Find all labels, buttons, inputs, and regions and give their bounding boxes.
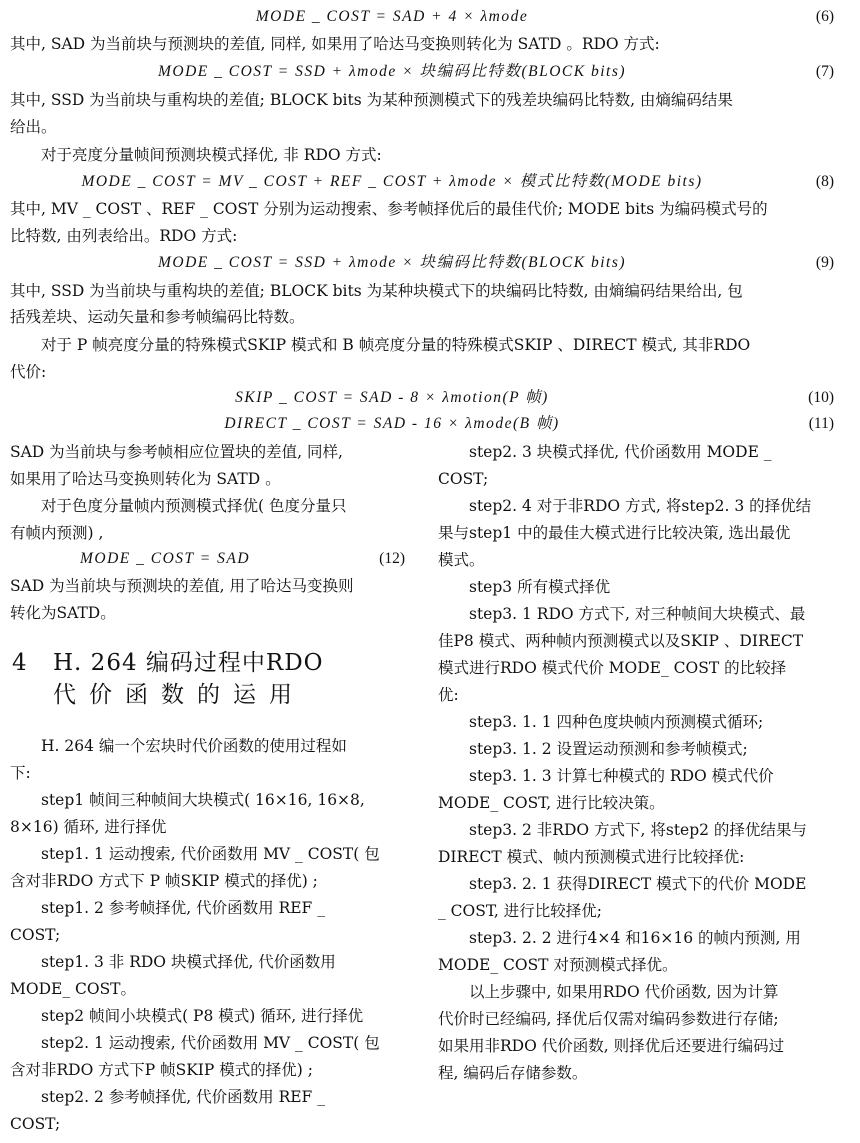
text-line: 果与step1 中的最佳大模式进行比较决策, 选出最优 — [438, 524, 791, 542]
text-line: step3. 1 RDO 方式下, 对三种帧间大块模式、最 — [469, 605, 806, 623]
equation-expression: MODE _ COST = MV _ COST + REF _ COST + λmode × 模式比特数(MODE bits) — [81, 173, 703, 190]
text-line: step2. 2 参考帧择优, 代价函数用 REF _ — [41, 1088, 325, 1106]
text-line: step3 所有模式择优 — [469, 578, 611, 596]
text-line: step3. 2 非RDO 方式下, 将step2 的择优结果与 — [469, 821, 807, 839]
equation-expression: SKIP _ COST = SAD - 8 × λmotion(P 帧) — [235, 389, 549, 406]
equation-6 — [10, 6, 834, 28]
equation-number: (7) — [815, 63, 834, 80]
text-line: 其中, SSD 为当前块与重构块的差值; BLOCK bits 为某种预测模式下的残差块编码比特数, 由熵编码结果 — [10, 91, 733, 109]
equation-number: (10) — [808, 389, 834, 406]
text-line: step3. 2. 2 进行4×4 和16×16 的帧内预测, 用 — [469, 929, 801, 947]
text-line: COST; — [10, 1115, 61, 1133]
text-line: 代价: — [10, 363, 47, 381]
text-line: 优: — [438, 686, 459, 704]
text-line: 括残差块、运动矢量和参考帧编码比特数。 — [10, 308, 305, 326]
equation-expression: DIRECT _ COST = SAD - 16 × λmode(B 帧) — [224, 415, 560, 432]
equation-11 — [10, 413, 834, 435]
text-line: COST; — [438, 470, 489, 488]
equation-expression: MODE _ COST = SAD + 4 × λmode — [255, 8, 529, 25]
equation-number: (6) — [815, 8, 834, 25]
text-line: _ COST, 进行比较择优; — [438, 902, 602, 920]
text-line: step3. 2. 1 获得DIRECT 模式下的代价 MODE — [469, 875, 807, 893]
text-line: 模式。 — [438, 551, 485, 569]
section-heading: H. 264 编码过程中RDO — [53, 650, 324, 676]
text-line: 比特数, 由列表给出。RDO 方式: — [10, 227, 238, 245]
text-line: 佳P8 模式、两种帧内预测模式以及SKIP 、DIRECT — [438, 632, 804, 650]
text-line: 其中, MV _ COST 、REF _ COST 分别为运动搜索、参考帧择优后的最佳代价; MODE bits 为编码模式号的 — [10, 200, 768, 218]
text-line: 转化为SATD。 — [10, 604, 116, 622]
text-line: H. 264 编一个宏块时代价函数的使用过程如 — [41, 737, 347, 755]
text-line: 对于色度分量帧内预测模式择优( 色度分量只 — [41, 497, 347, 515]
equation-expression: MODE _ COST = SSD + λmode × 块编码比特数(BLOCK bits) — [157, 63, 627, 80]
text-line: 如果用了哈达马变换则转化为 SATD 。 — [10, 470, 281, 488]
text-line: SAD 为当前块与参考帧相应位置块的差值, 同样, — [10, 443, 343, 461]
equation-expression: MODE _ COST = SAD — [80, 550, 251, 567]
text-line: step1. 1 运动搜索, 代价函数用 MV _ COST( 包 — [41, 845, 380, 863]
text-line: 以上步骤中, 如果用RDO 代价函数, 因为计算 — [469, 983, 779, 1001]
equation-expression: MODE _ COST = SSD + λmode × 块编码比特数(BLOCK bits) — [157, 254, 627, 271]
equation-9 — [10, 252, 834, 274]
text-line: 对于亮度分量帧间预测块模式择优, 非 RDO 方式: — [41, 146, 382, 164]
text-line: step1 帧间三种帧间大块模式( 16×16, 16×8, — [41, 791, 365, 809]
equation-number: (9) — [815, 254, 834, 271]
text-line: step2. 4 对于非RDO 方式, 将step2. 3 的择优结 — [469, 497, 812, 515]
equation-10 — [10, 387, 834, 409]
text-line: step3. 1. 1 四种色度块帧内预测模式循环; — [469, 713, 764, 731]
text-line: 代价时已经编码, 择优后仅需对编码参数进行存储; — [438, 1010, 779, 1028]
text-line: 含对非RDO 方式下 P 帧SKIP 模式的择优) ; — [10, 872, 318, 890]
equation-number: (8) — [815, 173, 834, 190]
text-line: 下: — [10, 764, 31, 782]
text-line: step1. 2 参考帧择优, 代价函数用 REF _ — [41, 899, 325, 917]
text-line: 模式进行RDO 模式代价 MODE_ COST 的比较择 — [438, 659, 787, 677]
section-number: 4 — [12, 650, 27, 676]
text-line: COST; — [10, 926, 61, 944]
text-line: step2 帧间小块模式( P8 模式) 循环, 进行择优 — [41, 1007, 364, 1025]
equation-12 — [10, 548, 405, 570]
text-line: DIRECT 模式、帧内预测模式进行比较择优: — [438, 848, 745, 866]
equation-number: (11) — [808, 415, 834, 432]
text-line: step2. 3 块模式择优, 代价函数用 MODE _ — [469, 443, 772, 461]
text-line: 有帧内预测) , — [10, 524, 104, 542]
text-line: MODE_ COST 对预测模式择优。 — [438, 956, 678, 974]
text-line: MODE_ COST, 进行比较决策。 — [438, 794, 665, 812]
text-line: 如果用非RDO 代价函数, 则择优后还要进行编码过 — [438, 1037, 785, 1055]
text-line: 含对非RDO 方式下P 帧SKIP 模式的择优) ; — [10, 1061, 313, 1079]
text-line: 其中, SAD 为当前块与预测块的差值, 同样, 如果用了哈达马变换则转化为 SATD 。RDO 方式: — [10, 35, 660, 53]
text-line: 其中, SSD 为当前块与重构块的差值; BLOCK bits 为某种块模式下的块编码比特数, 由熵编码结果给出, 包 — [10, 282, 743, 300]
text-line: step2. 1 运动搜索, 代价函数用 MV _ COST( 包 — [41, 1034, 380, 1052]
text-line: step3. 1. 2 设置运动预测和参考帧模式; — [469, 740, 748, 758]
equation-number: (12) — [379, 550, 405, 567]
text-line: MODE_ COST。 — [10, 980, 137, 998]
text-line: 对于 P 帧亮度分量的特殊模式SKIP 模式和 B 帧亮度分量的特殊模式SKIP 、DIRECT 模式, 其非RDO — [41, 336, 751, 354]
text-line: 给出。 — [10, 118, 57, 136]
text-line: step3. 1. 3 计算七种模式的 RDO 模式代价 — [469, 767, 774, 785]
equation-7 — [10, 61, 834, 83]
text-line: step1. 3 非 RDO 块模式择优, 代价函数用 — [41, 953, 336, 971]
section-heading-line2: 代价函数的运用 — [53, 682, 305, 708]
equation-8 — [10, 171, 834, 193]
text-line: 程, 编码后存储参数。 — [438, 1064, 588, 1082]
text-line: 8×16) 循环, 进行择优 — [10, 818, 167, 836]
text-line: SAD 为当前块与预测块的差值, 用了哈达马变换则 — [10, 577, 354, 595]
